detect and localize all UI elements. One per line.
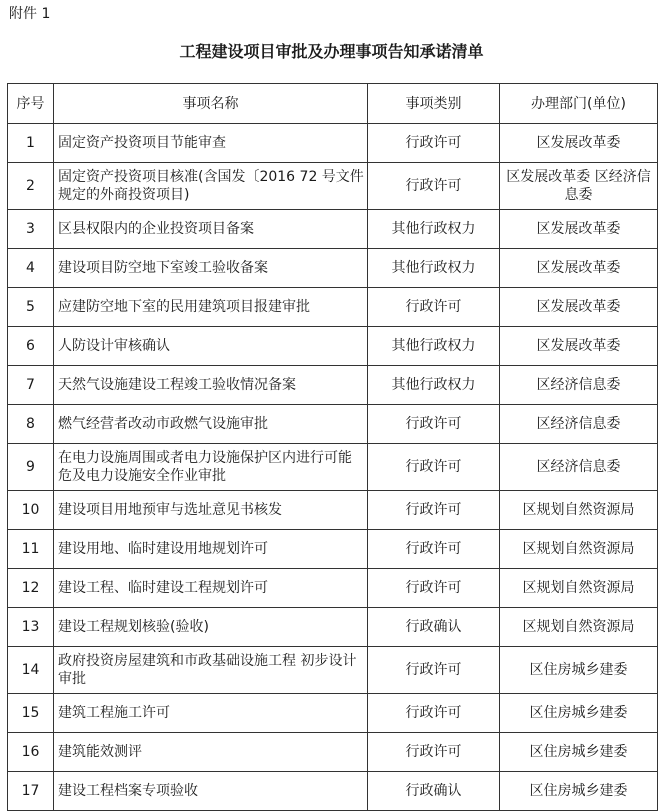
cell-name: 建设项目防空地下室竣工验收备案	[54, 249, 368, 288]
table-row	[8, 491, 658, 530]
cell-no: 8	[8, 405, 54, 444]
cell-dept: 区发展改革委	[500, 327, 658, 366]
cell-type: 行政许可	[368, 733, 500, 772]
table-row	[8, 608, 658, 647]
cell-name: 政府投资房屋建筑和市政基础设施工程 初步设计审批	[54, 647, 368, 694]
table-row	[8, 444, 658, 491]
table-row	[8, 163, 658, 210]
cell-name: 建筑能效测评	[54, 733, 368, 772]
cell-dept: 区规划自然资源局	[500, 569, 658, 608]
cell-name: 应建防空地下室的民用建筑项目报建审批	[54, 288, 368, 327]
cell-type: 其他行政权力	[368, 327, 500, 366]
header-type: 事项类别	[368, 84, 500, 124]
cell-type: 行政许可	[368, 124, 500, 163]
cell-type: 行政许可	[368, 569, 500, 608]
cell-no: 17	[8, 772, 54, 811]
table-row	[8, 366, 658, 405]
table-row	[8, 210, 658, 249]
cell-type: 行政许可	[368, 444, 500, 491]
header-name: 事项名称	[54, 84, 368, 124]
cell-no: 4	[8, 249, 54, 288]
cell-name: 建设工程规划核验(验收)	[54, 608, 368, 647]
cell-type: 其他行政权力	[368, 210, 500, 249]
cell-no: 11	[8, 530, 54, 569]
table-row	[8, 249, 658, 288]
cell-no: 12	[8, 569, 54, 608]
table-row	[8, 772, 658, 811]
table-row	[8, 647, 658, 694]
document-title: 工程建设项目审批及办理事项告知承诺清单	[179, 42, 484, 61]
cell-dept: 区规划自然资源局	[500, 608, 658, 647]
cell-dept: 区发展改革委	[500, 210, 658, 249]
approval-items-table	[7, 83, 658, 811]
cell-dept: 区发展改革委	[500, 249, 658, 288]
cell-dept: 区经济信息委	[500, 405, 658, 444]
cell-dept: 区住房城乡建委	[500, 647, 658, 694]
cell-no: 10	[8, 491, 54, 530]
cell-dept: 区经济信息委	[500, 444, 658, 491]
cell-no: 13	[8, 608, 54, 647]
table-row	[8, 694, 658, 733]
table-row	[8, 569, 658, 608]
cell-type: 行政确认	[368, 772, 500, 811]
cell-type: 行政许可	[368, 405, 500, 444]
cell-dept: 区住房城乡建委	[500, 733, 658, 772]
cell-name: 天然气设施建设工程竣工验收情况备案	[54, 366, 368, 405]
cell-no: 15	[8, 694, 54, 733]
cell-name: 建筑工程施工许可	[54, 694, 368, 733]
cell-name: 固定资产投资项目节能审查	[54, 124, 368, 163]
table-row	[8, 733, 658, 772]
cell-name: 燃气经营者改动市政燃气设施审批	[54, 405, 368, 444]
cell-no: 16	[8, 733, 54, 772]
cell-no: 14	[8, 647, 54, 694]
table-row	[8, 405, 658, 444]
cell-dept: 区住房城乡建委	[500, 772, 658, 811]
annex-label: 附件 1	[9, 6, 51, 22]
cell-name: 人防设计审核确认	[54, 327, 368, 366]
cell-dept: 区经济信息委	[500, 366, 658, 405]
cell-name: 在电力设施周围或者电力设施保护区内进行可能危及电力设施安全作业审批	[54, 444, 368, 491]
cell-no: 5	[8, 288, 54, 327]
cell-type: 其他行政权力	[368, 366, 500, 405]
cell-name: 固定资产投资项目核准(含国发〔2016 72 号文件规定的外商投资项目)	[54, 163, 368, 210]
table-row	[8, 327, 658, 366]
cell-no: 1	[8, 124, 54, 163]
table-row	[8, 530, 658, 569]
cell-no: 7	[8, 366, 54, 405]
cell-name: 建设工程、临时建设工程规划许可	[54, 569, 368, 608]
cell-dept: 区规划自然资源局	[500, 530, 658, 569]
cell-dept: 区住房城乡建委	[500, 694, 658, 733]
cell-name: 建设项目用地预审与选址意见书核发	[54, 491, 368, 530]
cell-name: 区县权限内的企业投资项目备案	[54, 210, 368, 249]
cell-type: 行政许可	[368, 694, 500, 733]
cell-type: 行政许可	[368, 288, 500, 327]
cell-dept: 区发展改革委 区经济信息委	[500, 163, 658, 210]
cell-no: 9	[8, 444, 54, 491]
cell-type: 行政许可	[368, 491, 500, 530]
cell-dept: 区发展改革委	[500, 288, 658, 327]
cell-no: 3	[8, 210, 54, 249]
table-header-row	[8, 84, 658, 124]
cell-name: 建设用地、临时建设用地规划许可	[54, 530, 368, 569]
cell-no: 2	[8, 163, 54, 210]
table-row	[8, 124, 658, 163]
cell-name: 建设工程档案专项验收	[54, 772, 368, 811]
table-row	[8, 288, 658, 327]
header-no: 序号	[8, 84, 54, 124]
cell-dept: 区规划自然资源局	[500, 491, 658, 530]
cell-type: 行政许可	[368, 530, 500, 569]
cell-type: 行政许可	[368, 163, 500, 210]
cell-type: 行政许可	[368, 647, 500, 694]
header-dept: 办理部门(单位)	[500, 84, 658, 124]
cell-type: 行政确认	[368, 608, 500, 647]
cell-dept: 区发展改革委	[500, 124, 658, 163]
cell-type: 其他行政权力	[368, 249, 500, 288]
cell-no: 6	[8, 327, 54, 366]
